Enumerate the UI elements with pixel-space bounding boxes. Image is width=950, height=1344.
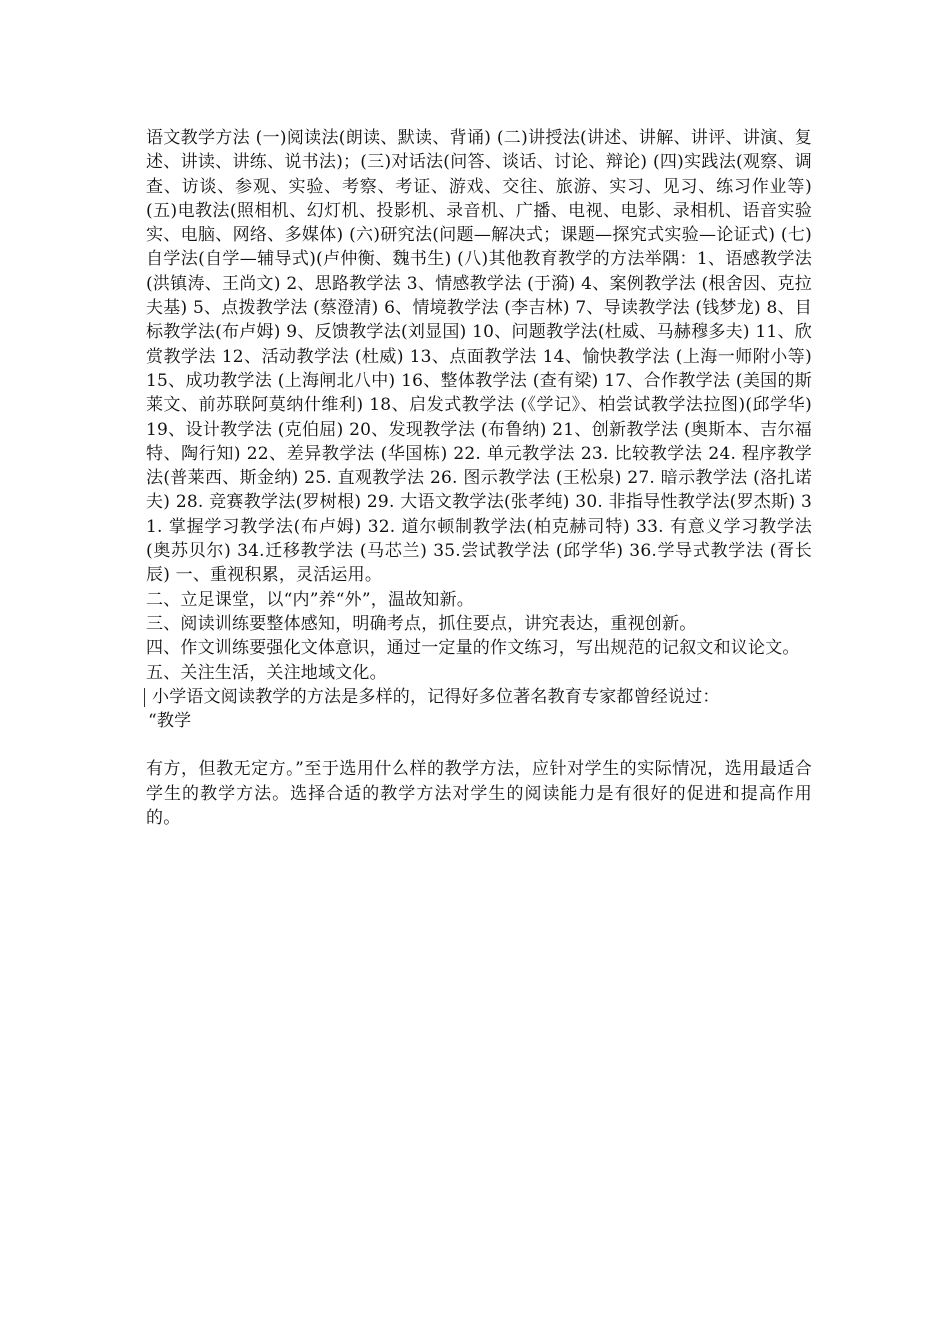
quote-word: “教学 [148, 711, 192, 732]
text-cursor [144, 688, 145, 707]
quote-intro: 小学语文阅读教学的方法是多样的，记得好多位著名教育专家都曾经说过： [152, 686, 720, 707]
point-two: 二、立足课堂，以“内”养“外”，温故知新。 [146, 589, 474, 610]
blank-gap [146, 733, 812, 757]
point-four: 四、作文训练要强化文体意识，通过一定量的作文练习，写出规范的记叙文和议论文。 [146, 638, 800, 659]
teaching-methods-paragraph: 语文教学方法 (一)阅读法(朗读、默读、背诵) (二)讲授法(讲述、讲解、讲评、讲演、复述、讲读、讲练、说书法)；(三)对话法(问答、谈话、讨论、辩论) (四)实践法(观察、调查、访谈、参观、实验、考察、考证、游戏、交往、旅游、实习、见习、练习作业等) (五)电教法(照相机、幻灯机、投影机、录音机、广播、电视、电影、录相机、语音实验实、电脑、网络、多媒体) (六)研究法(问题—解决式；课题—探究式实验—论证式) (七)自学法(自学—辅导式)(卢仲衡、魏书生) (八)其他教育教学的方法举隅：1、语感教学法 (洪镇涛、王尚文) 2、思路教学法 3、情感教学法 (于漪) 4、案例教学法 (根舍因、克拉夫基) 5、点拨教学法 (蔡澄清) 6、情境教学法 (李吉林) 7、导读教学法 (钱梦龙) 8、目标教学法(布卢姆) 9、反馈教学法(刘显国) 10、问题教学法(杜威、马赫穆多夫) 11、欣赏教学法 12、活动教学法 (杜威) 13、点面教学法 14、愉快教学法 (上海一师附小等) 15、成功教学法 (上海闸北八中) 16、整体教学法 (查有梁) 17、合作教学法 (美国的斯莱文、前苏联阿莫纳什维利) 18、启发式教学法 (《学记》、柏尝试教学法拉图)(邱学华) 19、设计教学法 (克伯屈) 20、发现教学法 (布鲁纳) 21、创新教学法 (奥斯本、吉尔福特、陶行知) 22、差异教学法 (华国栋) 22. 单元教学法 23. 比较教学法 24. 程序教学法(普莱西、斯金纳) 25. 直观教学法 26. 图示教学法 (王松泉) 27. 暗示教学法 (洛扎诺夫) 28. 竞赛教学法(罗树根) 29. 大语文教学法(张孝纯) 30. 非指导性教学法(罗杰斯) 31. 掌握学习教学法(布卢姆) 32. 道尔顿制教学法(柏克赫司特) 33. 有意义学习教学法(奥苏贝尔) 34.迁移教学法 (马芯兰) 35.尝试教学法 (邱学华) 36.学导式教学法 (胥长辰) 一、重视积累，灵活运用。 [146, 128, 812, 586]
point-three: 三、阅读训练要整体感知，明确考点，抓住要点，讲究表达，重视创新。 [146, 613, 697, 634]
document-body [146, 126, 812, 830]
closing-paragraph: 有方，但教无定方。”至于选用什么样的教学方法，应针对学生的实际情况，选用最适合学生的教学方法。选择合适的教学方法对学生的阅读能力是有很好的促进和提高作用的。 [146, 759, 812, 829]
quote-intro-line [146, 685, 812, 709]
point-five: 五、关注生活，关注地域文化。 [146, 662, 387, 683]
